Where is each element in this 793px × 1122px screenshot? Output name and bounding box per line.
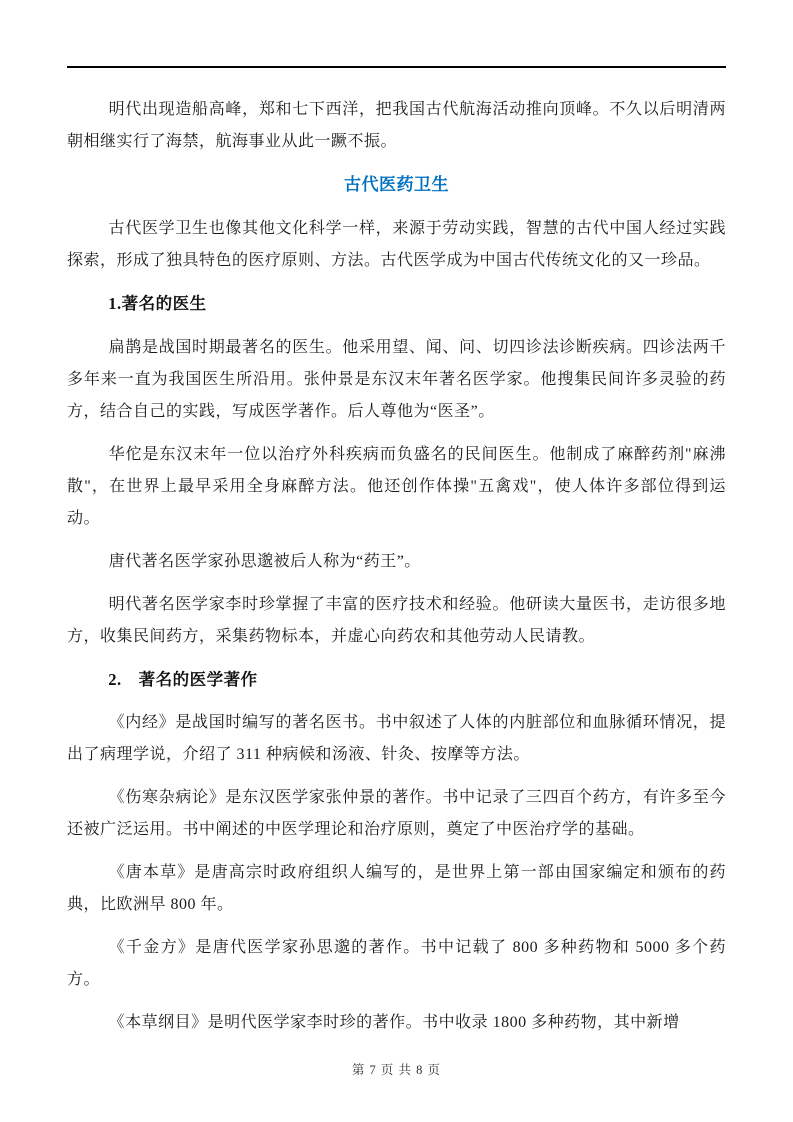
- paragraph-qianjinfang: 《千金方》是唐代医学家孙思邈的著作。书中记载了 800 多种药物和 5000 多个药方。: [67, 938, 726, 988]
- paragraph-shanghan: 《伤寒杂病论》是东汉医学家张仲景的著作。书中记录了三四百个药方，有许多至今还被广泛运用。书中阐述的中医学理论和治疗原则，奠定了中医治疗学的基础。: [67, 788, 726, 838]
- subheading-famous-doctors: 1.著名的医生: [108, 294, 207, 314]
- paragraph-lishizhen: 明代著名医学家李时珍掌握了丰富的医疗技术和经验。他研读大量医书，走访很多地方，收集民间药方，采集药物标本，并虚心向药农和其他劳动人民请教。: [67, 595, 726, 645]
- paragraph-huatuo: 华佗是东汉末年一位以治疗外科疾病而负盛名的民间医生。他制成了麻醉药剂"麻沸散"，在世界上最早采用全身麻醉方法。他还创作体操"五禽戏"，使人体许多部位得到运动。: [67, 445, 726, 527]
- section-heading-medicine: 古代医药卫生: [344, 175, 449, 194]
- subheading-famous-works: 2. 著名的医学著作: [108, 669, 258, 689]
- page-number: 第 7 页 共 8 页: [351, 1063, 442, 1077]
- paragraph-bianque-zhangzhongjing: 扁鹊是战国时期最著名的医生。他采用望、闻、问、切四诊法诊断疾病。四诊法两千多年来一直为我国医生所沿用。张仲景是东汉末年著名医学家。他搜集民间许多灵验的药方，结合自己的实践，写成医学著作。后人尊他为“医圣”。: [67, 338, 726, 420]
- document-body: [0, 94, 793, 1039]
- header-divider: [67, 66, 726, 68]
- paragraph-sunsimiao: 唐代著名医学家孙思邈被后人称为“药王”。: [108, 552, 421, 570]
- paragraph-neijing: 《内经》是战国时编写的著名医书。书中叙述了人体的内脏部位和血脉循环情况，提出了病理学说，介绍了 311 种病候和汤液、针灸、按摩等方法。: [67, 713, 726, 763]
- paragraph-shipbuilding: 明代出现造船高峰，郑和七下西洋，把我国古代航海活动推向顶峰。不久以后明清两朝相继实行了海禁，航海事业从此一蹶不振。: [67, 101, 726, 150]
- paragraph-tangbencao: 《唐本草》是唐高宗时政府组织人编写的，是世界上第一部由国家编定和颁布的药典，比欧洲早 800 年。: [67, 863, 726, 913]
- paragraph-bencaogangmu: 《本草纲目》是明代医学家李时珍的著作。书中收录 1800 多种药物，其中新增: [108, 1013, 680, 1031]
- paragraph-intro: 古代医学卫生也像其他文化科学一样，来源于劳动实践，智慧的古代中国人经过实践探索，形成了独具特色的医疗原则、方法。古代医学成为中国古代传统文化的又一珍品。: [67, 220, 726, 270]
